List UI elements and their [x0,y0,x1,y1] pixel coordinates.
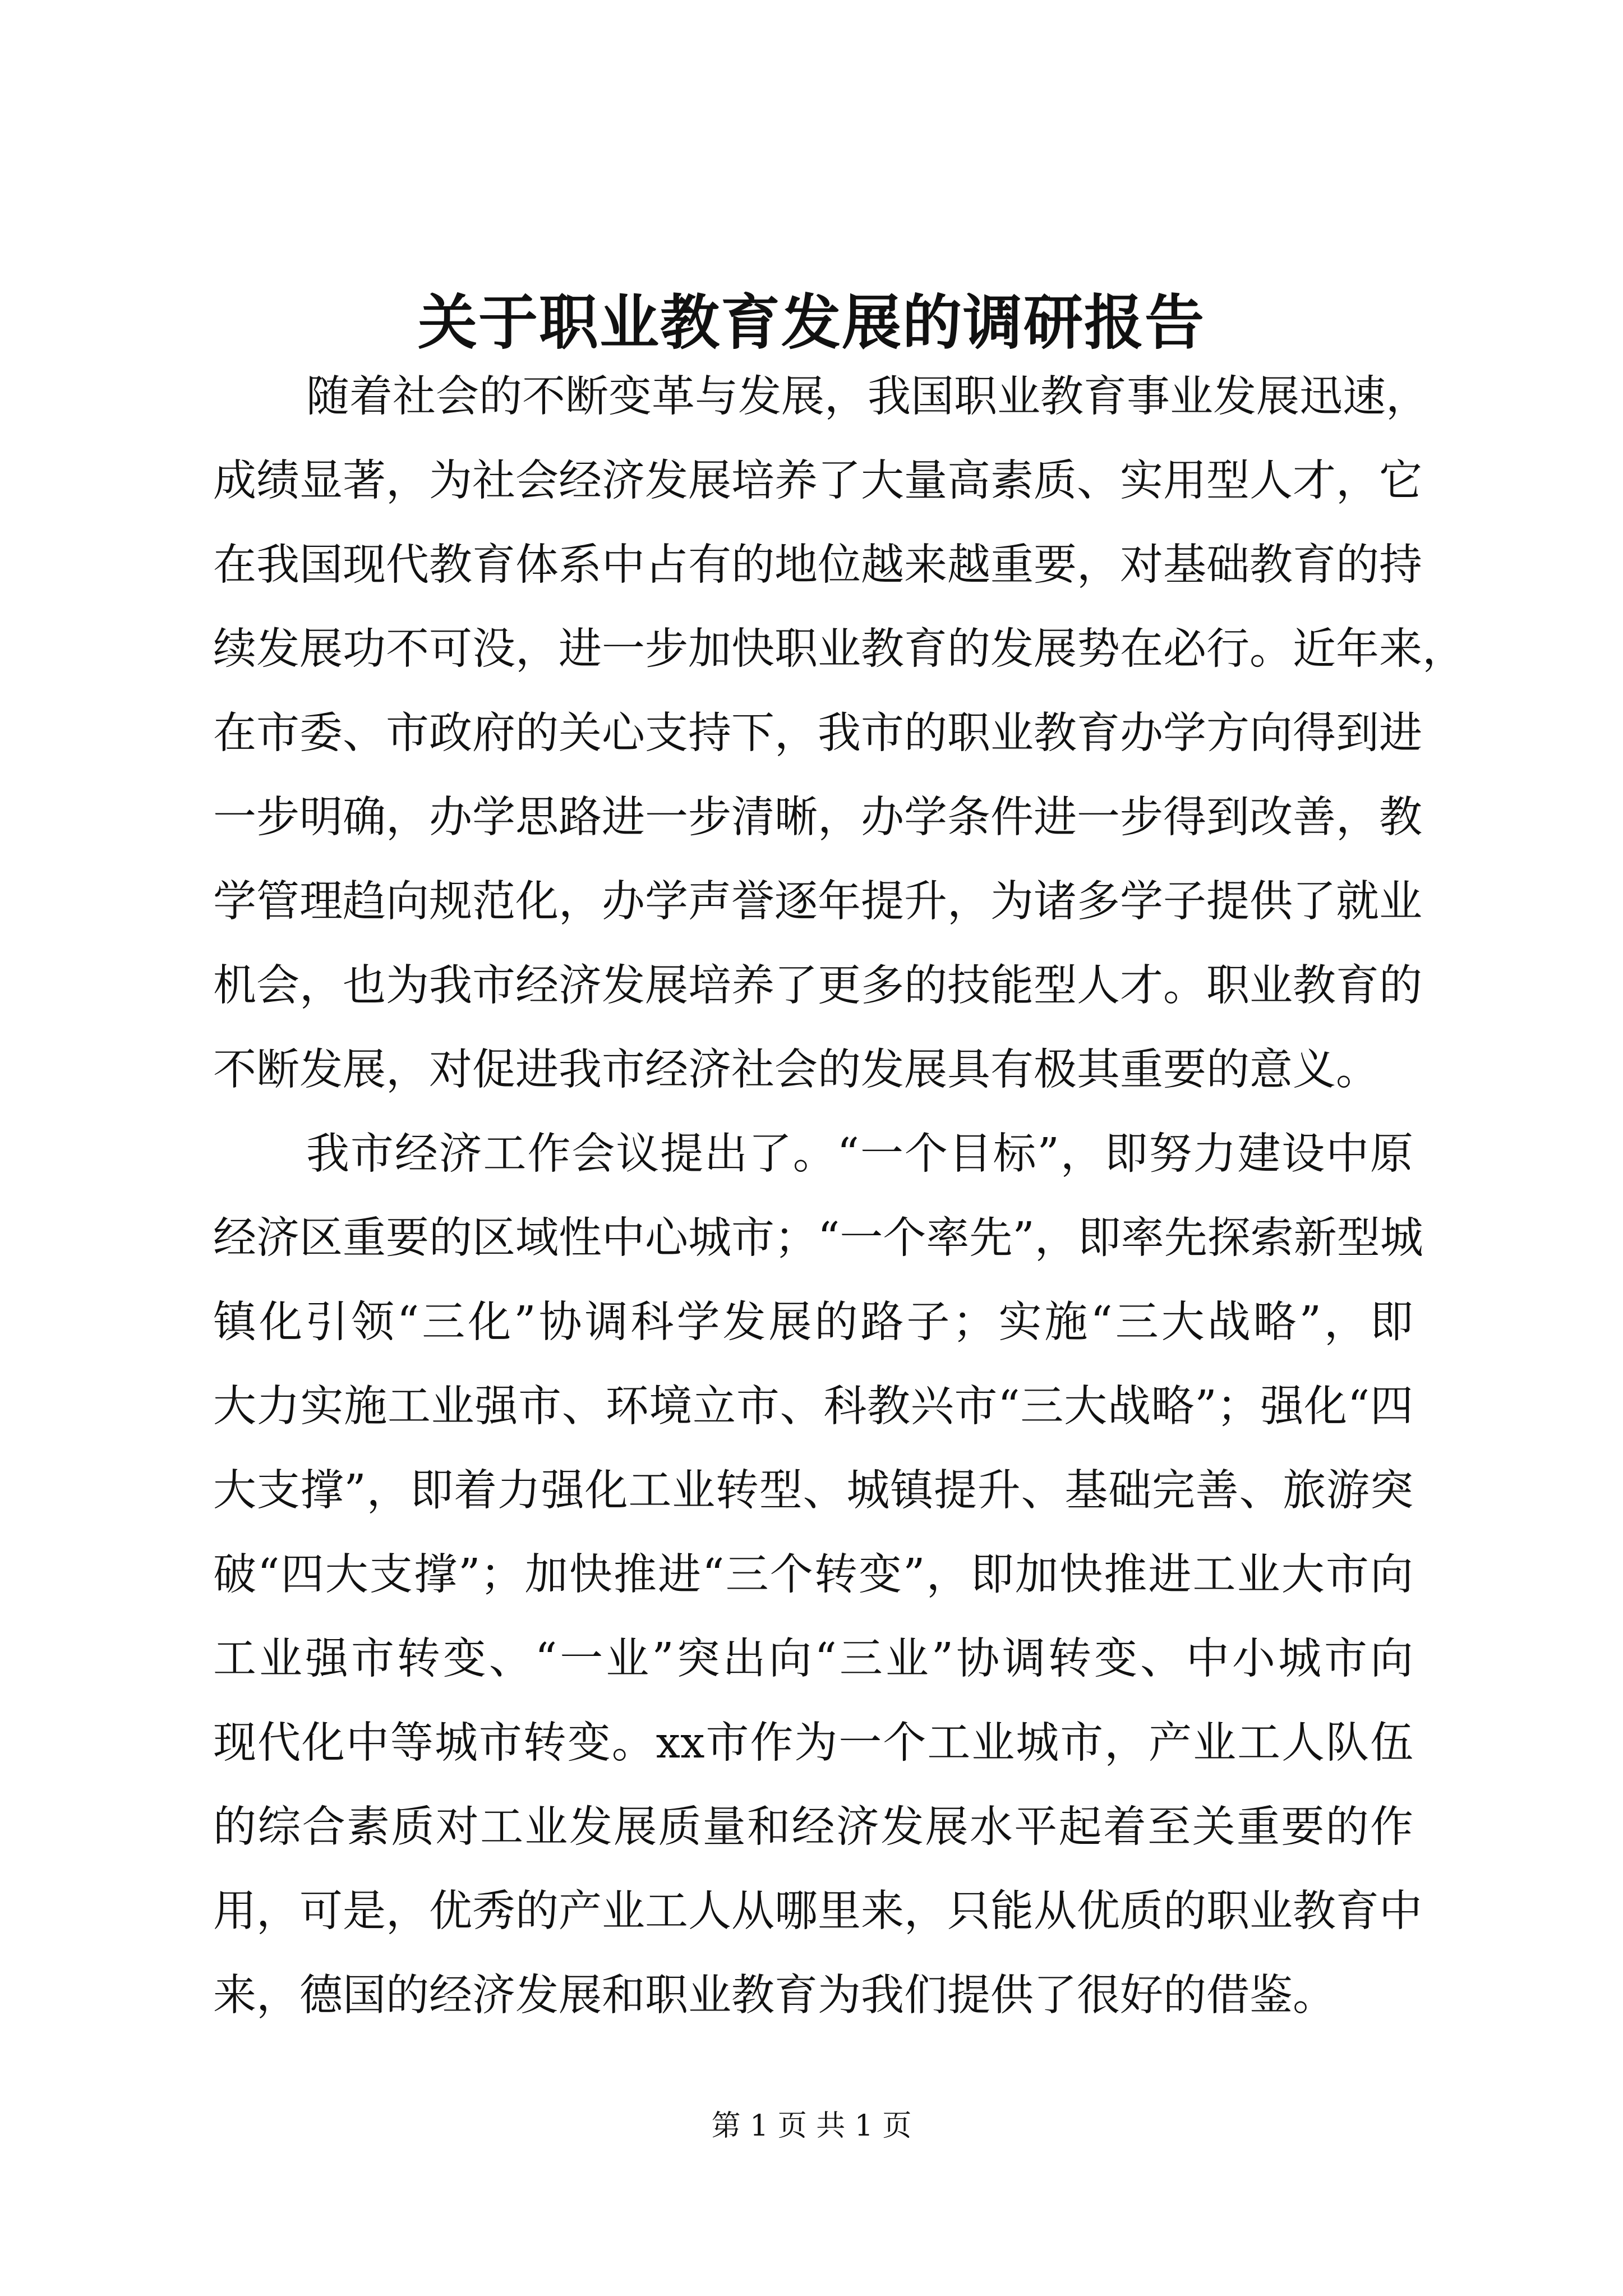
paragraph-2-line-4: 大力实施工业强市、环境立市、科教兴市“三大战略”；强化“四 [213,1382,1413,1432]
paragraph-2-line-1: 我市经济工作会议提出了。“一个目标”，即努力建设中原 [306,1129,1413,1179]
paragraph-1-line-1: 随着社会的不断变革与发展，我国职业教育事业发展迅速， [306,372,1429,422]
paragraph-2-line-6: 破“四大支撑”；加快推进“三个转变”，即加快推进工业大市向 [213,1550,1413,1600]
paragraph-1-line-4: 续发展功不可没，进一步加快职业教育的发展势在必行。近年来， [213,624,1465,674]
paragraph-1-line-5: 在市委、市政府的关心支持下，我市的职业教育办学方向得到进 [213,708,1422,758]
paragraph-2-line-7: 工业强市转变、“一业”突出向“三业”协调转变、中小城市向 [213,1634,1413,1684]
paragraph-2-line-10: 用，可是，优秀的产业工人从哪里来，只能从优质的职业教育中 [213,1887,1422,1936]
paragraph-2-line-5: 大支撑”，即着力强化工业转型、城镇提升、基础完善、旅游突 [213,1466,1413,1516]
paragraph-1-line-9: 不断发展，对促进我市经济社会的发展具有极其重要的意义。 [213,1045,1379,1095]
paragraph-2-line-9: 的综合素质对工业发展质量和经济发展水平起着至关重要的作 [213,1802,1413,1852]
paragraph-1-line-3: 在我国现代教育体系中占有的地位越来越重要，对基础教育的持 [213,540,1422,590]
page-footer: 第 1 页 共 1 页 [711,2109,912,2143]
paragraph-2-line-3: 镇化引领“三化”协调科学发展的路子；实施“三大战略”，即 [213,1297,1413,1347]
paragraph-2-line-8: 现代化中等城市转变。xx市作为一个工业城市，产业工人队伍 [213,1718,1413,1768]
paragraph-1-line-6: 一步明确，办学思路进一步清晰，办学条件进一步得到改善，教 [213,793,1422,843]
document-title: 关于职业教育发展的调研报告 [418,287,1205,357]
paragraph-1-line-8: 机会，也为我市经济发展培养了更多的技能型人才。职业教育的 [213,961,1422,1011]
paragraph-2-line-2: 经济区重要的区域性中心城市；“一个率先”，即率先探索新型城 [213,1213,1423,1263]
paragraph-2-line-11: 来，德国的经济发展和职业教育为我们提供了很好的借鉴。 [213,1971,1336,2021]
paragraph-1-line-2: 成绩显著，为社会经济发展培养了大量高素质、实用型人才，它 [213,456,1422,506]
paragraph-1-line-7: 学管理趋向规范化，办学声誉逐年提升，为诸多学子提供了就业 [213,877,1422,927]
